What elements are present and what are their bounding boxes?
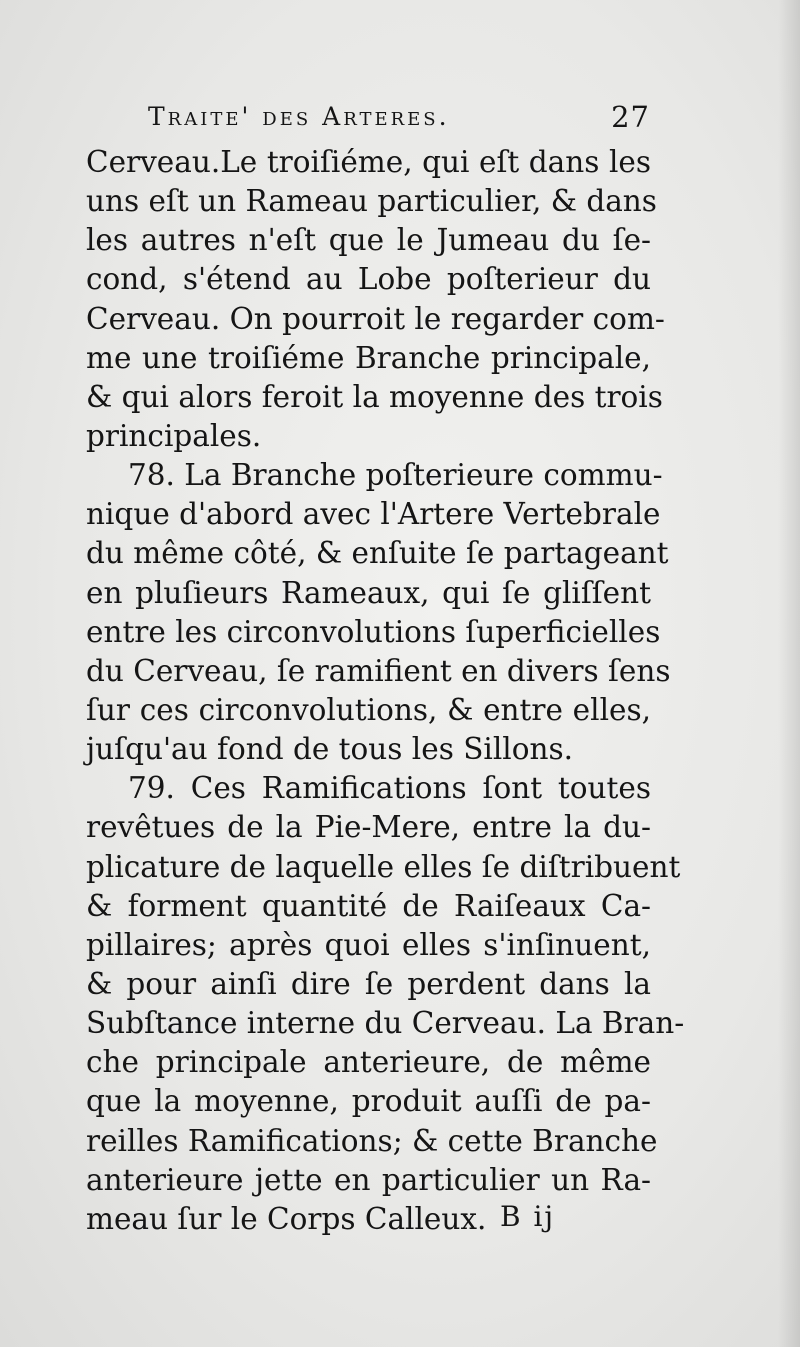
text-line: juſqu'au fond de tous les Sillons. xyxy=(86,732,574,767)
text-line: Cerveau. On pourroit le regarder com- xyxy=(86,301,665,336)
text-line: & pour ainſi dire ſe perdent dans la xyxy=(86,966,651,1001)
text-line: entre les circonvolutions ſuperficielles xyxy=(86,614,661,649)
page-edge-shadow xyxy=(778,0,800,1347)
text-line: & forment quantité de Raiſeaux Ca- xyxy=(86,888,651,923)
text-line: meau ſur le Corps Calleux. xyxy=(86,1201,487,1236)
text-line: en pluſieurs Rameaux, qui ſe gliſſent xyxy=(86,575,651,610)
text-line: me une troiſiéme Branche principale, xyxy=(86,340,651,375)
text-line: que la moyenne, produit auſſi de pa- xyxy=(86,1084,651,1119)
paragraph-78-start: 78. La Branche poſterieure commu- xyxy=(128,458,663,493)
text-line: plicature de laquelle elles ſe diſtribuent xyxy=(86,849,681,884)
text-line: uns eſt un Rameau particulier, & dans xyxy=(86,184,657,219)
paragraph-79-start: 79. Ces Ramifications ſont toutes xyxy=(128,771,651,806)
text-line: du même côté, & enſuite ſe partageant xyxy=(86,536,669,571)
text-line: nique d'abord avec l'Artere Vertebrale xyxy=(86,497,661,532)
signature-mark: B ij xyxy=(500,1200,556,1233)
text-line: Cerveau.Le troiſiéme, qui eſt dans les xyxy=(86,145,651,179)
page-number: 27 xyxy=(611,100,650,134)
running-title: Traite' des Arteres. xyxy=(148,102,450,131)
text-line: & qui alors feroit la moyenne des trois xyxy=(86,379,663,414)
text-line: pillaires; après quoi elles s'inſinuent, xyxy=(86,927,651,962)
text-line: reilles Ramifications; & cette Branche xyxy=(86,1123,658,1158)
text-line: revêtues de la Pie-Mere, entre la du- xyxy=(86,810,651,845)
text-line: anterieure jette en particulier un Ra- xyxy=(86,1162,651,1197)
text-line: che principale anterieure, de même xyxy=(86,1045,651,1080)
text-line: principales. xyxy=(86,418,262,453)
body-text xyxy=(86,143,685,1239)
text-line: ſur ces circonvolutions, & entre elles, xyxy=(86,692,651,727)
text-line: cond, s'étend au Lobe poſterieur du xyxy=(86,262,651,297)
text-line: Subſtance interne du Cerveau. La Bran- xyxy=(86,1006,685,1041)
text-line: les autres n'eſt que le Jumeau du ſe- xyxy=(86,223,651,258)
page-header xyxy=(148,98,658,138)
text-line: du Cerveau, ſe ramifient en divers ſens xyxy=(86,653,671,688)
